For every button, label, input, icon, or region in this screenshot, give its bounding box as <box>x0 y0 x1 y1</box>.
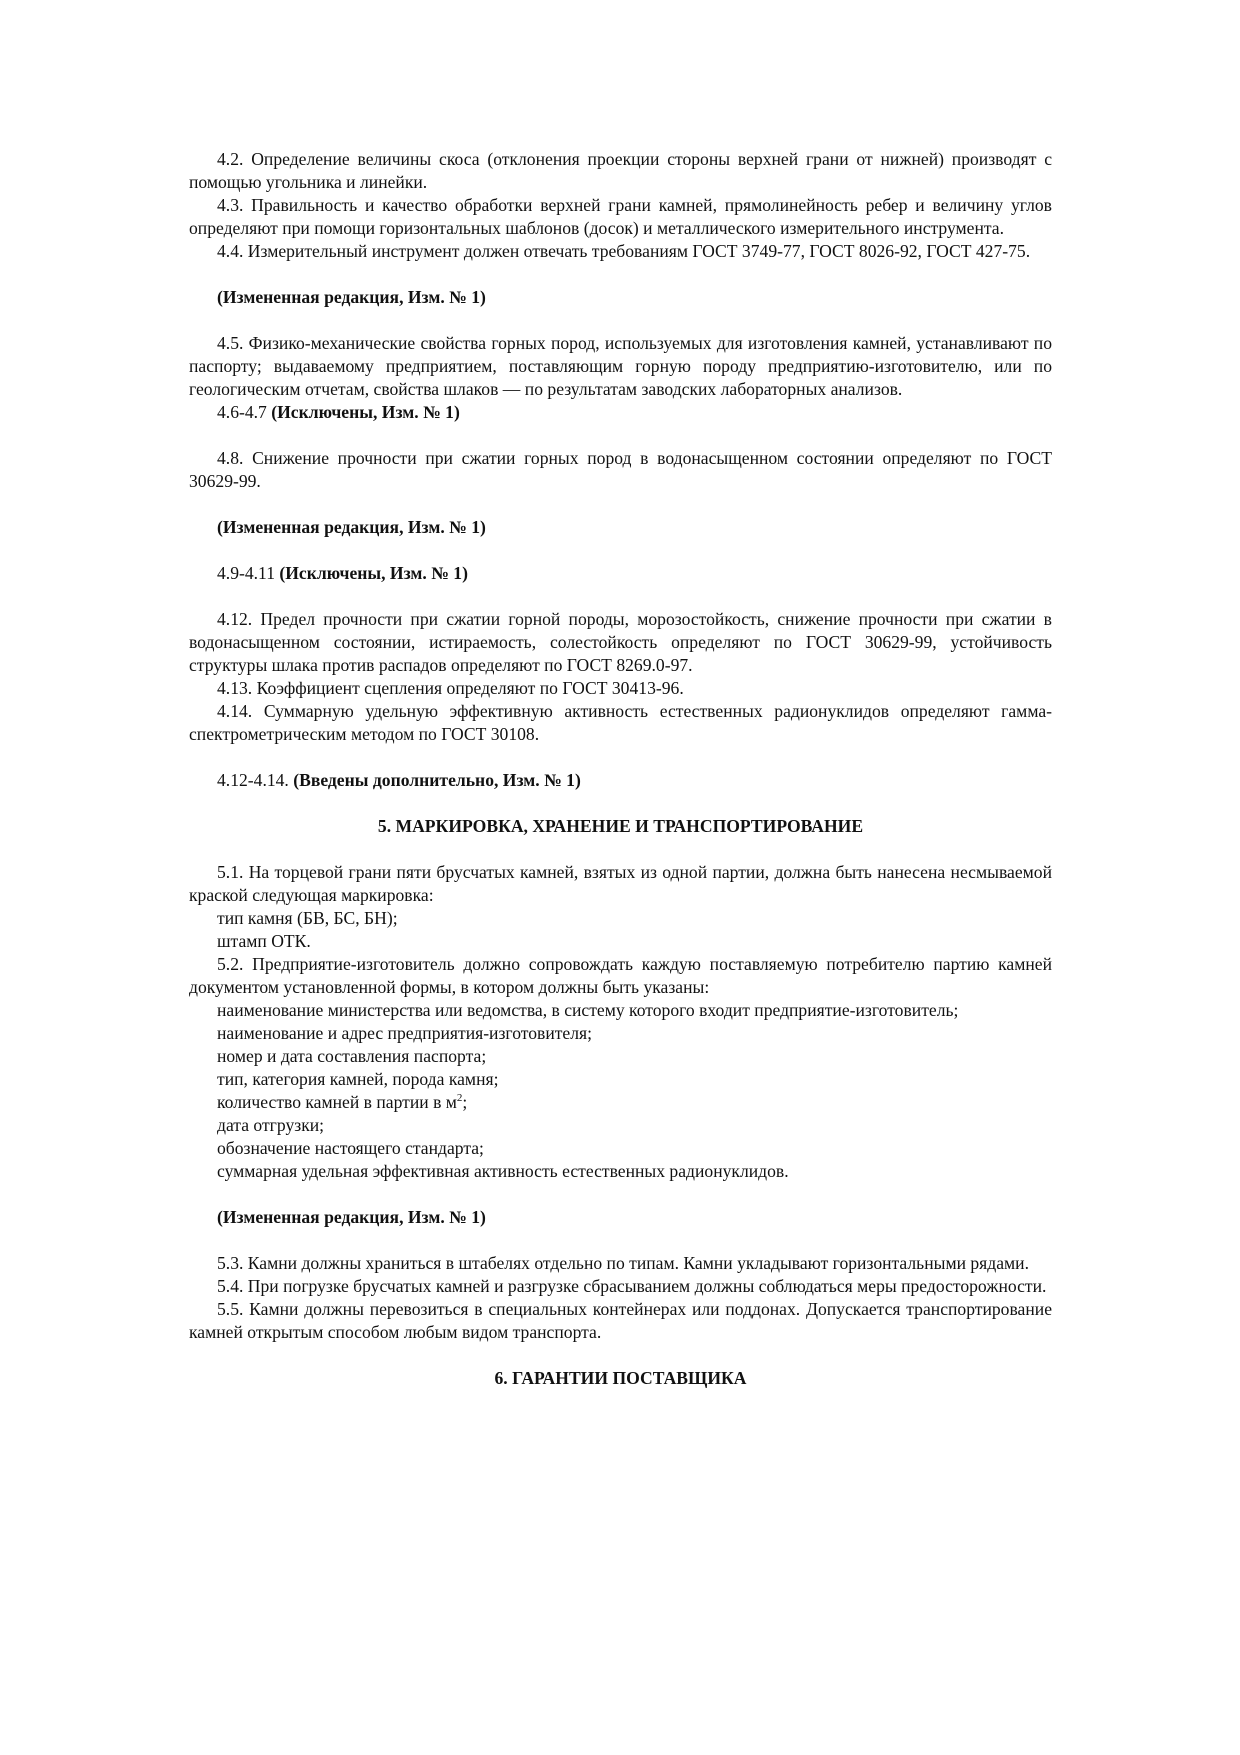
paragraph-4-12: 4.12. Предел прочности при сжатии горной породы, морозостойкость, снижение прочности при сжатии в водонасыщенном состоянии, истираемость, солестойкость определяют по ГОСТ 30629-99, устойчивость структуры шлака против распадов определяют по ГОСТ 8269.0-97. <box>189 609 1052 675</box>
document-page <box>189 148 1052 1390</box>
paragraph-5-3: 5.3. Камни должны храниться в штабелях отдельно по типам. Камни укладывают горизонтальными рядами. <box>217 1253 1029 1273</box>
paragraph-4-13: 4.13. Коэффициент сцепления определяют по ГОСТ 30413-96. <box>217 678 684 698</box>
list-item: обозначение настоящего стандарта; <box>217 1138 484 1158</box>
paragraph-4-6-4-7 <box>189 401 1052 424</box>
added-note: (Введены дополнительно, Изм. № 1) <box>293 770 581 790</box>
superscript: 2 <box>456 1092 463 1105</box>
list-item: дата отгрузки; <box>217 1115 325 1135</box>
amendment-note: (Измененная редакция, Изм. № 1) <box>217 1207 486 1227</box>
excluded-note: (Исключены, Изм. № 1) <box>271 402 460 422</box>
list-item <box>189 1091 1052 1114</box>
paragraph-4-5: 4.5. Физико-механические свойства горных пород, используемых для изготовления камней, устанавливают по паспорту; выдаваемому предприятием, поставляющим горную породу предприятию-изготовителю, или по геологическим отчетам, свойства шлаков — по результатам заводских лабораторных анализов. <box>189 333 1052 399</box>
section-heading-5: 5. МАРКИРОВКА, ХРАНЕНИЕ И ТРАНСПОРТИРОВАНИЕ <box>377 816 864 836</box>
paragraph-4-8: 4.8. Снижение прочности при сжатии горных пород в водонасыщенном состоянии определяют по ГОСТ 30629-99. <box>189 448 1052 491</box>
paragraph-5-4: 5.4. При погрузке брусчатых камней и разгрузке сбрасыванием должны соблюдаться меры предосторожности. <box>217 1276 1047 1296</box>
list-item: суммарная удельная эффективная активность естественных радионуклидов. <box>217 1161 789 1181</box>
amendment-note: (Измененная редакция, Изм. № 1) <box>217 287 486 307</box>
list-item: тип, категория камней, порода камня; <box>217 1069 499 1089</box>
amendment-note: (Измененная редакция, Изм. № 1) <box>217 517 486 537</box>
list-item: наименование и адрес предприятия-изготовителя; <box>217 1023 593 1043</box>
paragraph-4-9-4-11 <box>189 562 1052 585</box>
paragraph-5-1: 5.1. На торцевой грани пяти брусчатых камней, взятых из одной партии, должна быть нанесена несмываемой краской следующая маркировка: <box>189 862 1052 905</box>
paragraph-4-4: 4.4. Измерительный инструмент должен отвечать требованиям ГОСТ 3749-77, ГОСТ 8026-92, ГОСТ 427-75. <box>217 241 1031 261</box>
quantity-text: количество камней в партии в м <box>217 1092 457 1112</box>
list-item: тип камня (БВ, БС, БН); <box>217 908 398 928</box>
list-item: штамп ОТК. <box>217 931 311 951</box>
paragraph-4-2: 4.2. Определение величины скоса (отклонения проекции стороны верхней грани от нижней) производят с помощью угольника и линейки. <box>189 149 1052 192</box>
paragraph-4-14: 4.14. Суммарную удельную эффективную активность естественных радионуклидов определяют гамма-спектрометрическим методом по ГОСТ 30108. <box>189 701 1052 744</box>
paragraph-5-5: 5.5. Камни должны перевозиться в специальных контейнерах или поддонах. Допускается транспортирование камней открытым способом любым видом транспорта. <box>189 1299 1052 1342</box>
paragraph-4-3: 4.3. Правильность и качество обработки верхней грани камней, прямолинейность ребер и величину углов определяют при помощи горизонтальных шаблонов (досок) и металлического измерительного инструмента. <box>189 195 1052 238</box>
punctuation: ; <box>462 1092 468 1112</box>
list-item: номер и дата составления паспорта; <box>217 1046 487 1066</box>
clause-number: 4.12-4.14. <box>217 770 294 790</box>
section-heading-6: 6. ГАРАНТИИ ПОСТАВЩИКА <box>494 1368 747 1388</box>
clause-number: 4.9-4.11 <box>217 563 280 583</box>
clause-number: 4.6-4.7 <box>217 402 272 422</box>
paragraph-5-2: 5.2. Предприятие-изготовитель должно сопровождать каждую поставляемую потребителю партию камней документом установленной формы, в котором должны быть указаны: <box>189 954 1052 997</box>
excluded-note: (Исключены, Изм. № 1) <box>279 563 468 583</box>
paragraph-4-12-4-14 <box>189 769 1052 792</box>
list-item: наименование министерства или ведомства, в систему которого входит предприятие-изготовитель; <box>217 1000 959 1020</box>
